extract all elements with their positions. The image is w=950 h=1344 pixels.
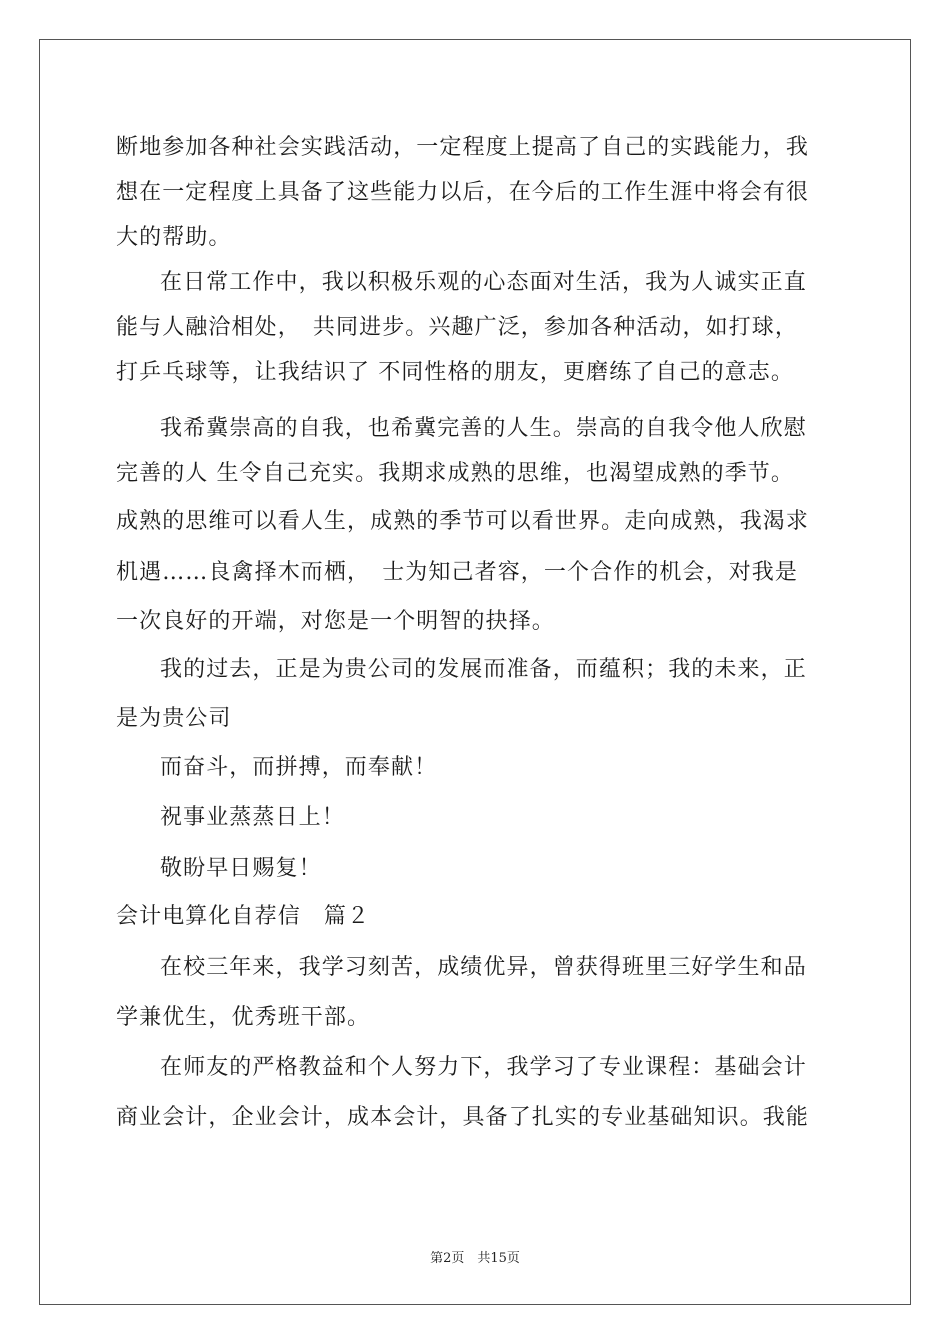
paragraph-start: 在校三年来，我学习刻苦，成绩优异，曾获得班里三好学生和品: [160, 955, 807, 980]
text-line: 成熟的思维可以看人生，成熟的季节可以看世界。走向成熟，我渴求: [116, 509, 810, 534]
page-number: 第2页 共15页: [430, 1251, 520, 1266]
text-line: 是为贵公司: [116, 706, 232, 731]
paragraph-start: 我的过去，正是为贵公司的发展而准备，而蕴积；我的未来，正: [160, 657, 807, 682]
paragraph-start: 祝事业蒸蒸日上！: [160, 805, 345, 830]
paragraph-start: 而奋斗，而拼搏，而奉献！: [160, 755, 438, 780]
text-line: 一次良好的开端，对您是一个明智的抉择。: [116, 609, 555, 634]
text-line: 打乒乓球等，让我结识了 不同性格的朋友，更磨练了自己的意志。: [116, 360, 794, 385]
text-line: 学兼优生，优秀班干部。: [116, 1005, 371, 1030]
text-line: 能与人融洽相处， 共同进步。兴趣广泛，参加各种活动，如打球，: [116, 315, 799, 340]
text-line: 机遇……良禽择木而栖， 士为知己者容，一个合作的机会，对我是: [116, 560, 799, 585]
text-line: 完善的人 生令自己充实。我期求成熟的思维，也渴望成熟的季节。: [116, 461, 794, 486]
paragraph-start: 在师友的严格教益和个人努力下，我学习了专业课程：基础会计: [160, 1055, 807, 1080]
paragraph-start: 敬盼早日赐复！: [160, 856, 322, 881]
text-line: 想在一定程度上具备了这些能力以后，在今后的工作生涯中将会有很: [116, 180, 810, 205]
paragraph-start: 我希冀崇高的自我，也希冀完善的人生。崇高的自我令他人欣慰: [160, 416, 807, 441]
section-heading: 会计电算化自荐信 篇２: [116, 904, 371, 929]
text-line: 商业会计，企业会计，成本会计，具备了扎实的专业基础知识。我能: [116, 1105, 810, 1130]
text-line: 断地参加各种社会实践活动，一定程度上提高了自己的实践能力，我: [116, 135, 810, 160]
text-line: 大的帮助。: [116, 225, 232, 250]
paragraph-start: 在日常工作中，我以积极乐观的心态面对生活，我为人诚实正直: [160, 270, 807, 295]
